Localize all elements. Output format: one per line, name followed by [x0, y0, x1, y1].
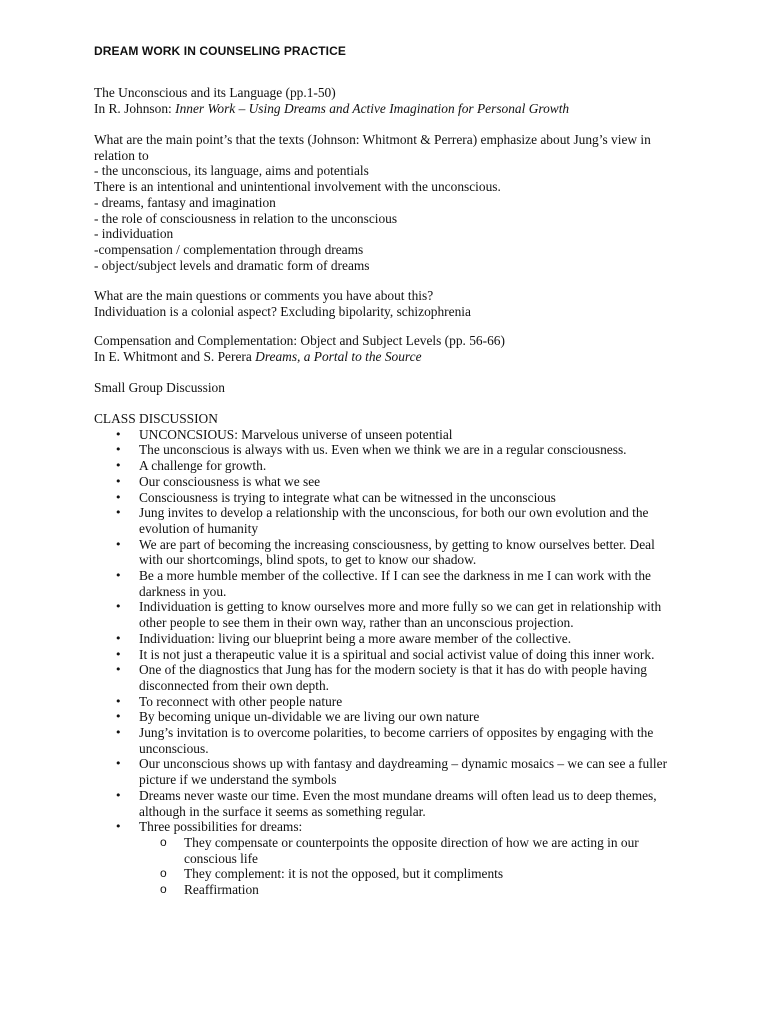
sub-bullet-item: o They compensate or counterpoints the opposite direction of how we are acting in our conscious life — [139, 835, 664, 866]
discussion-bullet-list — [94, 427, 694, 898]
bullet-item: • Be a more humble member of the collective. If I can see the darkness in me I can work with the darkness in you. — [94, 568, 669, 599]
sub-bullet-item: o They complement: it is not the opposed, but it compliments — [139, 866, 664, 882]
reading-1-source — [94, 101, 694, 117]
bullet-item: • The unconscious is always with us. Even when we think we are in a regular consciousness. — [94, 442, 669, 458]
reading-1 — [94, 85, 694, 116]
question-line: - dreams, fantasy and imagination — [94, 194, 276, 210]
sub-bullet-item: o Reaffirmation — [139, 882, 664, 898]
reading-1-book-title: Inner Work – Using Dreams and Active Imagination for Personal Growth — [175, 100, 570, 116]
document-title: DREAM WORK IN COUNSELING PRACTICE — [94, 44, 346, 58]
question-line: -compensation / complementation through dreams — [94, 241, 364, 257]
bullet-item: • Individuation: living our blueprint being a more aware member of the collective. — [94, 631, 669, 647]
question-line: - the unconscious, its language, aims and potentials — [94, 163, 369, 179]
question-line: There is an intentional and unintentional involvement with the unconscious. — [94, 179, 501, 195]
small-group — [94, 380, 694, 396]
bullet-item: • A challenge for growth. — [94, 458, 669, 474]
comments-section — [94, 288, 694, 319]
class-discussion — [94, 411, 694, 898]
bullet-item: • Our consciousness is what we see — [94, 474, 669, 490]
bullet-item: • Jung’s invitation is to overcome polarities, to become carriers of opposites by engaging with the unconscious. — [94, 725, 669, 756]
reading-2-heading: Compensation and Complementation: Object and Subject Levels (pp. 56-66) — [94, 333, 505, 348]
questions-intro: What are the main point’s that the texts (Johnson: Whitmont & Perrera) emphasize about Jung’s view in relation to — [94, 132, 651, 163]
question-line: - object/subject levels and dramatic form of dreams — [94, 257, 370, 273]
question-line: - individuation — [94, 226, 174, 242]
bullet-item: • UNCONCSIOUS: Marvelous universe of unseen potential — [94, 427, 669, 443]
reading-2-book-title: Dreams, a Portal to the Source — [255, 348, 422, 364]
bullet-item: • Consciousness is trying to integrate what can be witnessed in the unconscious — [94, 490, 669, 506]
bullet-item: • We are part of becoming the increasing consciousness, by getting to know ourselves better. Deal with our shortcomings, blind spots, to get to know our shadow. — [94, 537, 669, 568]
bullet-item: • To reconnect with other people nature — [94, 694, 669, 710]
bullet-item: • Jung invites to develop a relationship with the unconscious, for both our own evolution and the evolution of humanity — [94, 505, 669, 536]
bullet-item: • Individuation is getting to know ourselves more and more fully so we can get in relationship with other people to see them in their own way, rather than an unconscious projection. — [94, 599, 669, 630]
reading-2-source — [94, 349, 694, 365]
comments-question: What are the main questions or comments you have about this? — [94, 288, 434, 303]
reading-1-heading: The Unconscious and its Language (pp.1-50) — [94, 85, 336, 100]
class-discussion-heading: CLASS DISCUSSION — [94, 411, 218, 426]
bullet-item-text: Three possibilities for dreams: — [139, 819, 303, 835]
comments-answer: Individuation is a colonial aspect? Excluding bipolarity, schizophrenia — [94, 303, 471, 319]
sub-bullet-list — [139, 835, 669, 898]
reading-2-author: In E. Whitmont and S. Perera — [94, 348, 256, 364]
bullet-item-with-subitems — [94, 819, 669, 898]
bullet-item: • Dreams never waste our time. Even the most mundane dreams will often lead us to deep themes, although in the surface it seems as something regular. — [94, 788, 669, 819]
reading-2 — [94, 333, 694, 364]
reading-1-author: In R. Johnson: — [94, 100, 176, 116]
small-group-heading: Small Group Discussion — [94, 380, 225, 395]
question-line: - the role of consciousness in relation to the unconscious — [94, 210, 398, 226]
bullet-item: • One of the diagnostics that Jung has for the modern society is that it has do with people having disconnected from their own depth. — [94, 662, 669, 693]
discussion-questions — [94, 132, 694, 273]
bullet-item: • By becoming unique un-dividable we are living our own nature — [94, 709, 669, 725]
bullet-item: • Our unconscious shows up with fantasy and daydreaming – dynamic mosaics – we can see a fuller picture if we understand the symbols — [94, 756, 669, 787]
bullet-item: • It is not just a therapeutic value it is a spiritual and social activist value of doing this inner work. — [94, 647, 669, 663]
